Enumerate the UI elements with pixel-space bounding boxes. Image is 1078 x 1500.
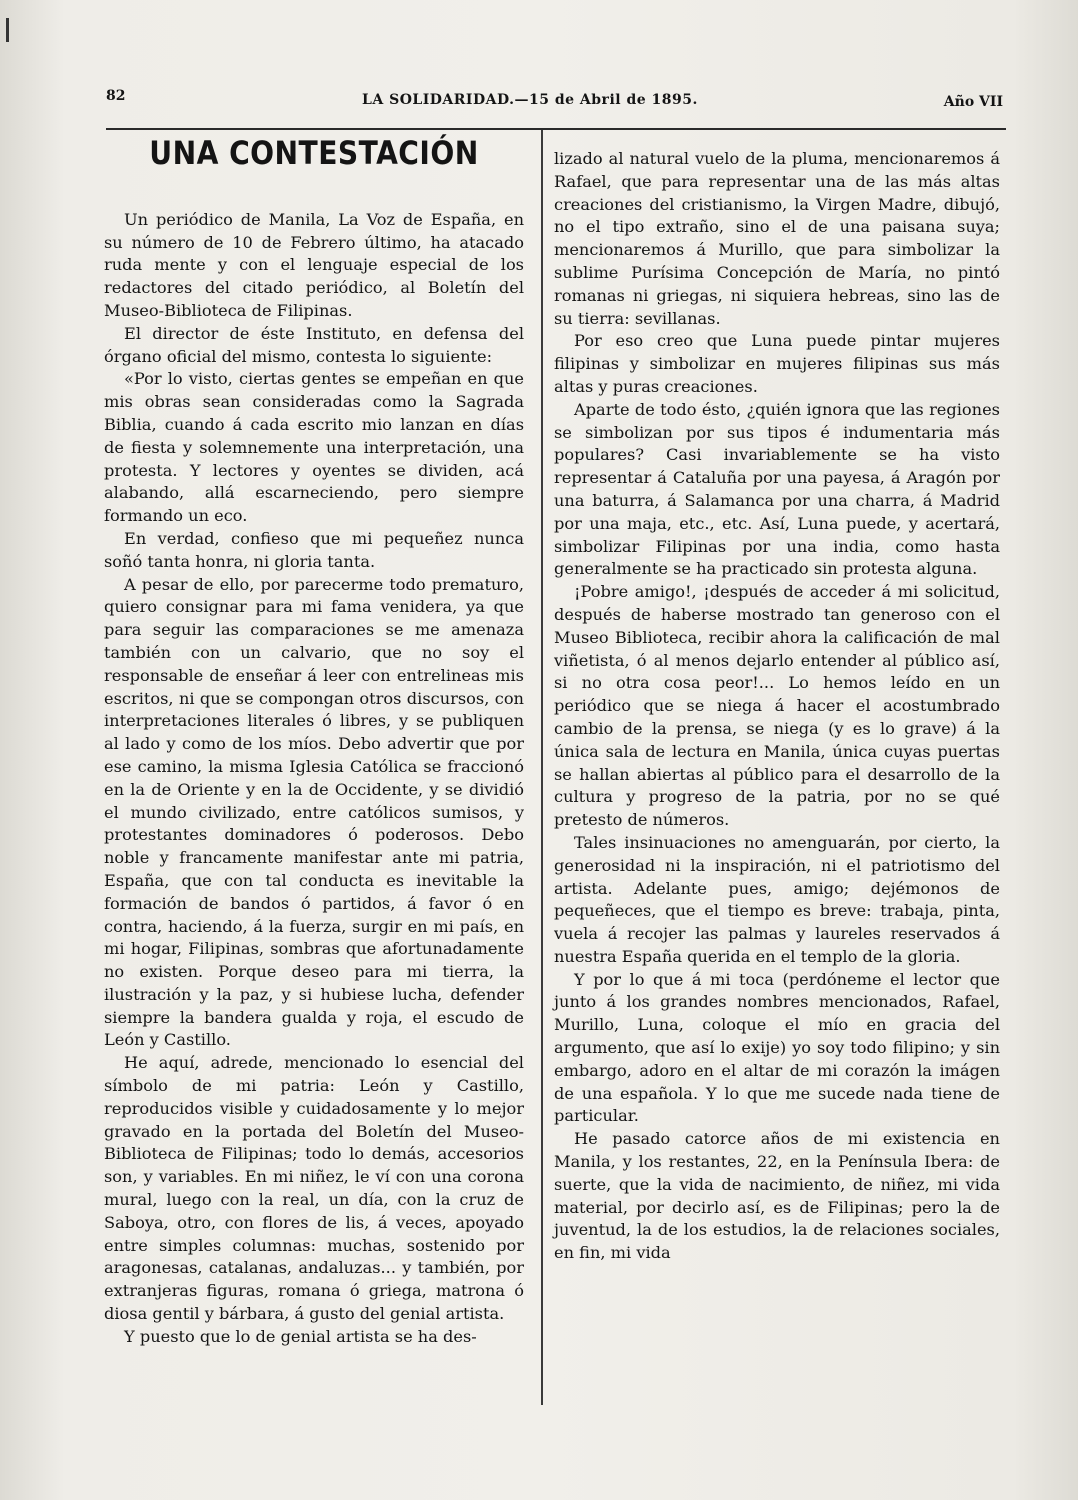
masthead: LA SOLIDARIDAD.—15 de Abril de 1895. [362, 92, 698, 108]
column-divider [541, 130, 543, 1405]
paragraph: A pesar de ello, por parecerme todo prematuro, quiero consignar para mi fama venidera, ya que para seguir las comparaciones se me amenaza también con un calvario, que no soy el responsable de enseñar á leer con entrelineas mis escritos, ni que se compongan otros discursos, con interpretaciones literales ó libres, y se publiquen al lado y como de los míos. Debo advertir que por ese camino, la misma Iglesia Católica se fraccionó en la de Oriente y en la de Occidente, y se dividió el mundo civilizado, entre católicos sumisos, y protestantes dominadores ó poderosos. Debo noble y francamente manifestar ante mi patria, España, que con tal conducta es inevitable la formación de bandos ó partidos, á favor ó en contra, haciendo, á la fuerza, surgir en mi país, en mi hogar, Filipinas, sombras que afortunadamente no existen. Porque deseo para mi tierra, la ilustración y la paz, y si hubiese lucha, defender siempre la bandera gualda y roja, el escudo de León y Castillo. [104, 574, 524, 1050]
paragraph: El director de éste Instituto, en defensa del órgano oficial del mismo, contesta lo siguiente: [104, 323, 524, 366]
paragraph: «Por lo visto, ciertas gentes se empeñan en que mis obras sean consideradas como la Sagrada Biblia, cuando á cada escrito mio lanzan en días de fiesta y solemnemente una interpretación, una protesta. Y lectores y oyentes se dividen, acá alabando, allá escarneciendo, pero siempre formando un eco. [104, 369, 524, 526]
scan-edge-mark [6, 18, 9, 42]
right-column [554, 148, 1000, 1265]
paragraph: Un periódico de Manila, La Voz de España, en su número de 10 de Febrero último, ha atacado ruda mente y con el lenguaje especial de los redactores del citado periódico, al Boletín del Museo-Biblioteca de Filipinas. [104, 209, 524, 320]
article-title: UNA CONTESTACIÓN [149, 134, 479, 172]
paragraph: lizado al natural vuelo de la pluma, mencionaremos á Rafael, que para representar una de las más altas creaciones del cristianismo, la Virgen Madre, dibujó, no el tipo extraño, sino el de una paisana suya; mencionaremos á Murillo, que para simbolizar la sublime Purísima Concepción de María, no pintó romanas ni griegas, ni siquiera hebreas, sino las de su tierra: sevillanas. [554, 149, 1000, 328]
header-rule [106, 128, 1006, 130]
page-number: 82 [106, 88, 126, 104]
paragraph: He aquí, adrede, mencionado lo esencial del símbolo de mi patria: León y Castillo, reproducidos visible y cuidadosamente y lo mejor gravado en la portada del Boletín del Museo-Biblioteca de Filipinas; todo lo demás, accesorios son, y variables. En mi niñez, le ví con una corona mural, luego con la real, un día, con la cruz de Saboya, otro, con flores de lis, á veces, apoyado entre simples columnas: muchas, sostenido por aragonesas, catalanas, andaluzas... y también, por extranjeras figuras, romana ó griega, matrona ó diosa gentil y bárbara, á gusto del genial artista. [104, 1053, 524, 1324]
volume-year: Año VII [943, 94, 1003, 110]
paragraph: En verdad, confieso que mi pequeñez nunca soñó tanta honra, ni gloria tanta. [104, 528, 524, 571]
paragraph: Y por lo que á mi toca (perdóneme el lector que junto á los grandes nombres mencionados, Rafael, Murillo, Luna, coloque el mío en gracia del argumento, que así lo exije) yo soy todo filipino; y sin embargo, adoro en el altar de mi corazón la imágen de una española. Y lo que me sucede nada tiene de particular. [554, 969, 1000, 1126]
paragraph: Aparte de todo ésto, ¿quién ignora que las regiones se simbolizan por sus tipos é indumentaria más populares? Casi invariablemente se ha visto representar á Cataluña por una payesa, á Aragón por una baturra, á Salamanca por una charra, á Madrid por una maja, etc., etc. Así, Luna puede, y acertará, simbolizar Filipinas por una india, como hasta generalmente se ha practicado sin protesta alguna. [554, 399, 1000, 579]
paragraph: Y puesto que lo de genial artista se ha des- [124, 1326, 477, 1346]
paragraph: Tales insinuaciones no amenguarán, por cierto, la generosidad ni la inspiración, ni el patriotismo del artista. Adelante pues, amigo; dejémonos de pequeñeces, que el tiempo es breve: trabaja, pinta, vuela á recojer las palmas y laureles reservados á nuestra España querida en el templo de la gloria. [554, 832, 1000, 966]
page-header [100, 84, 1005, 124]
paragraph: ¡Pobre amigo!, ¡después de acceder á mi solicitud, después de haberse mostrado tan generoso con el Museo Biblioteca, recibir ahora la calificación de mal viñetista, ó al menos dejarlo entender al público así, si no otra cosa peor!... Lo hemos leído en un periódico que se niega á hacer el acostumbrado cambio de la prensa, se niega (y es lo grave) á la única sala de lectura en Manila, única cuyas puertas se hallan abiertas al público para el desarrollo de la cultura y progreso de la patria, por no se qué pretesto de números. [554, 582, 1000, 830]
paragraph: He pasado catorce años de mi existencia en Manila, y los restantes, 22, en la Península Ibera: de suerte, que la vida de nacimiento, de niñez, mi vida material, por decirlo así, es de Filipinas; pero la de juventud, la de los estudios, la de relaciones sociales, en fin, mi vida [554, 1129, 1000, 1263]
left-column [104, 134, 524, 1349]
paragraph: Por eso creo que Luna puede pintar mujeres filipinas y simbolizar en mujeres filipinas sus más altas y puras creaciones. [554, 331, 1000, 396]
